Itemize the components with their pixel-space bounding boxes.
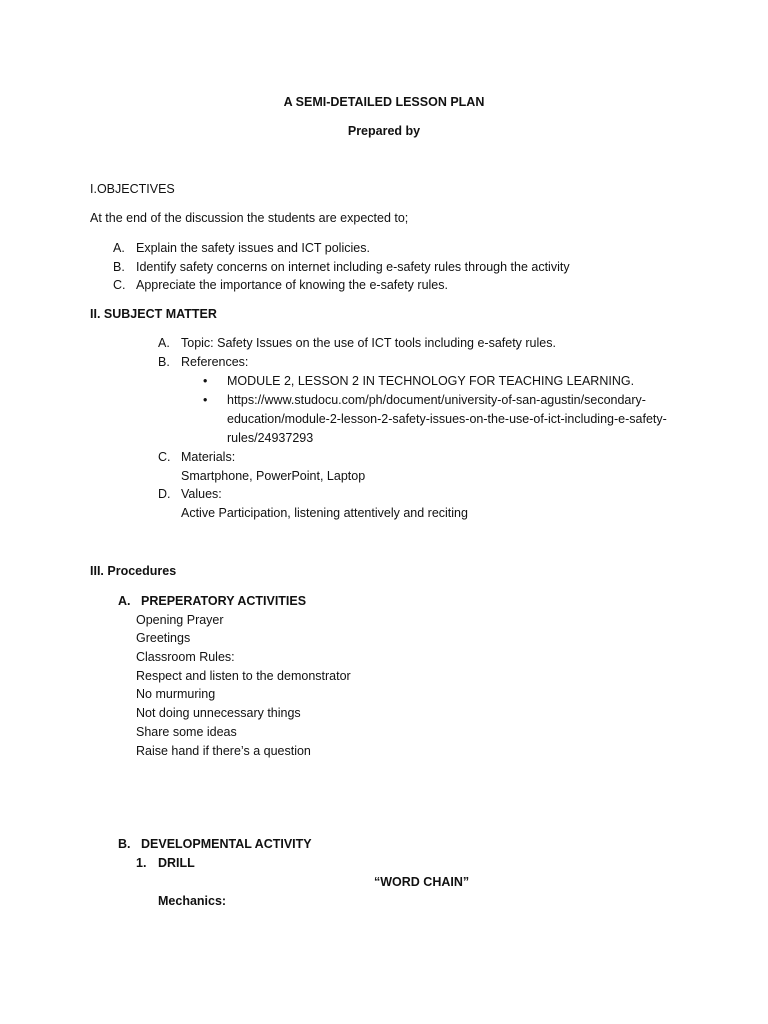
mechanics-label: Mechanics: <box>158 894 227 908</box>
developmental-heading: DEVELOPMENTAL ACTIVITY <box>141 837 312 851</box>
preparatory-item: Respect and listen to the demonstrator <box>136 669 351 683</box>
objectives-intro: At the end of the discussion the students are expected to; <box>90 211 409 225</box>
drill-marker: 1. <box>136 856 147 870</box>
preparatory-item: Not doing unnecessary things <box>136 706 301 720</box>
preparatory-item: Raise hand if there’s a question <box>136 744 311 758</box>
prepared-by: Prepared by <box>347 124 421 138</box>
references-marker: B. <box>158 355 170 369</box>
preparatory-item: Share some ideas <box>136 725 237 739</box>
preparatory-item: Classroom Rules: <box>136 650 235 664</box>
references-label: References: <box>181 355 249 369</box>
objective-item: Identify safety concerns on internet including e-safety rules through the activity <box>136 260 570 274</box>
bullet-icon: • <box>203 374 208 388</box>
materials-label: Materials: <box>181 450 236 464</box>
preparatory-heading: PREPERATORY ACTIVITIES <box>141 594 307 608</box>
objectives-heading: I.OBJECTIVES <box>90 182 175 196</box>
procedures-heading: III. Procedures <box>90 564 177 578</box>
preparatory-item: No murmuring <box>136 687 216 701</box>
preparatory-item: Greetings <box>136 631 191 645</box>
topic-marker: A. <box>158 336 170 350</box>
developmental-marker: B. <box>118 837 131 851</box>
reference-item: MODULE 2, LESSON 2 IN TECHNOLOGY FOR TEACHING LEARNING. <box>227 374 635 388</box>
reference-link-line: rules/24937293 <box>227 431 314 445</box>
document-title: A SEMI-DETAILED LESSON PLAN <box>283 95 485 109</box>
values-value: Active Participation, listening attentively and reciting <box>181 506 468 520</box>
reference-link-line: education/module-2-lesson-2-safety-issues-on-the-use-of-ict-including-e-safety- <box>227 412 667 426</box>
materials-marker: C. <box>158 450 171 464</box>
bullet-icon: • <box>203 393 208 407</box>
values-label: Values: <box>181 487 222 501</box>
objective-item: Explain the safety issues and ICT policies. <box>136 241 370 255</box>
reference-link-line: https://www.studocu.com/ph/document/university-of-san-agustin/secondary- <box>227 393 646 407</box>
objective-marker: A. <box>113 241 125 255</box>
preparatory-marker: A. <box>118 594 131 608</box>
objective-marker: C. <box>113 278 126 292</box>
topic-text: Topic: Safety Issues on the use of ICT tools including e-safety rules. <box>181 336 556 350</box>
activity-title: “WORD CHAIN” <box>374 875 470 889</box>
objective-marker: B. <box>113 260 125 274</box>
materials-value: Smartphone, PowerPoint, Laptop <box>181 469 366 483</box>
preparatory-item: Opening Prayer <box>136 613 224 627</box>
subject-matter-heading: II. SUBJECT MATTER <box>90 307 217 321</box>
objective-item: Appreciate the importance of knowing the e-safety rules. <box>136 278 448 292</box>
drill-heading: DRILL <box>158 856 195 870</box>
values-marker: D. <box>158 487 171 501</box>
